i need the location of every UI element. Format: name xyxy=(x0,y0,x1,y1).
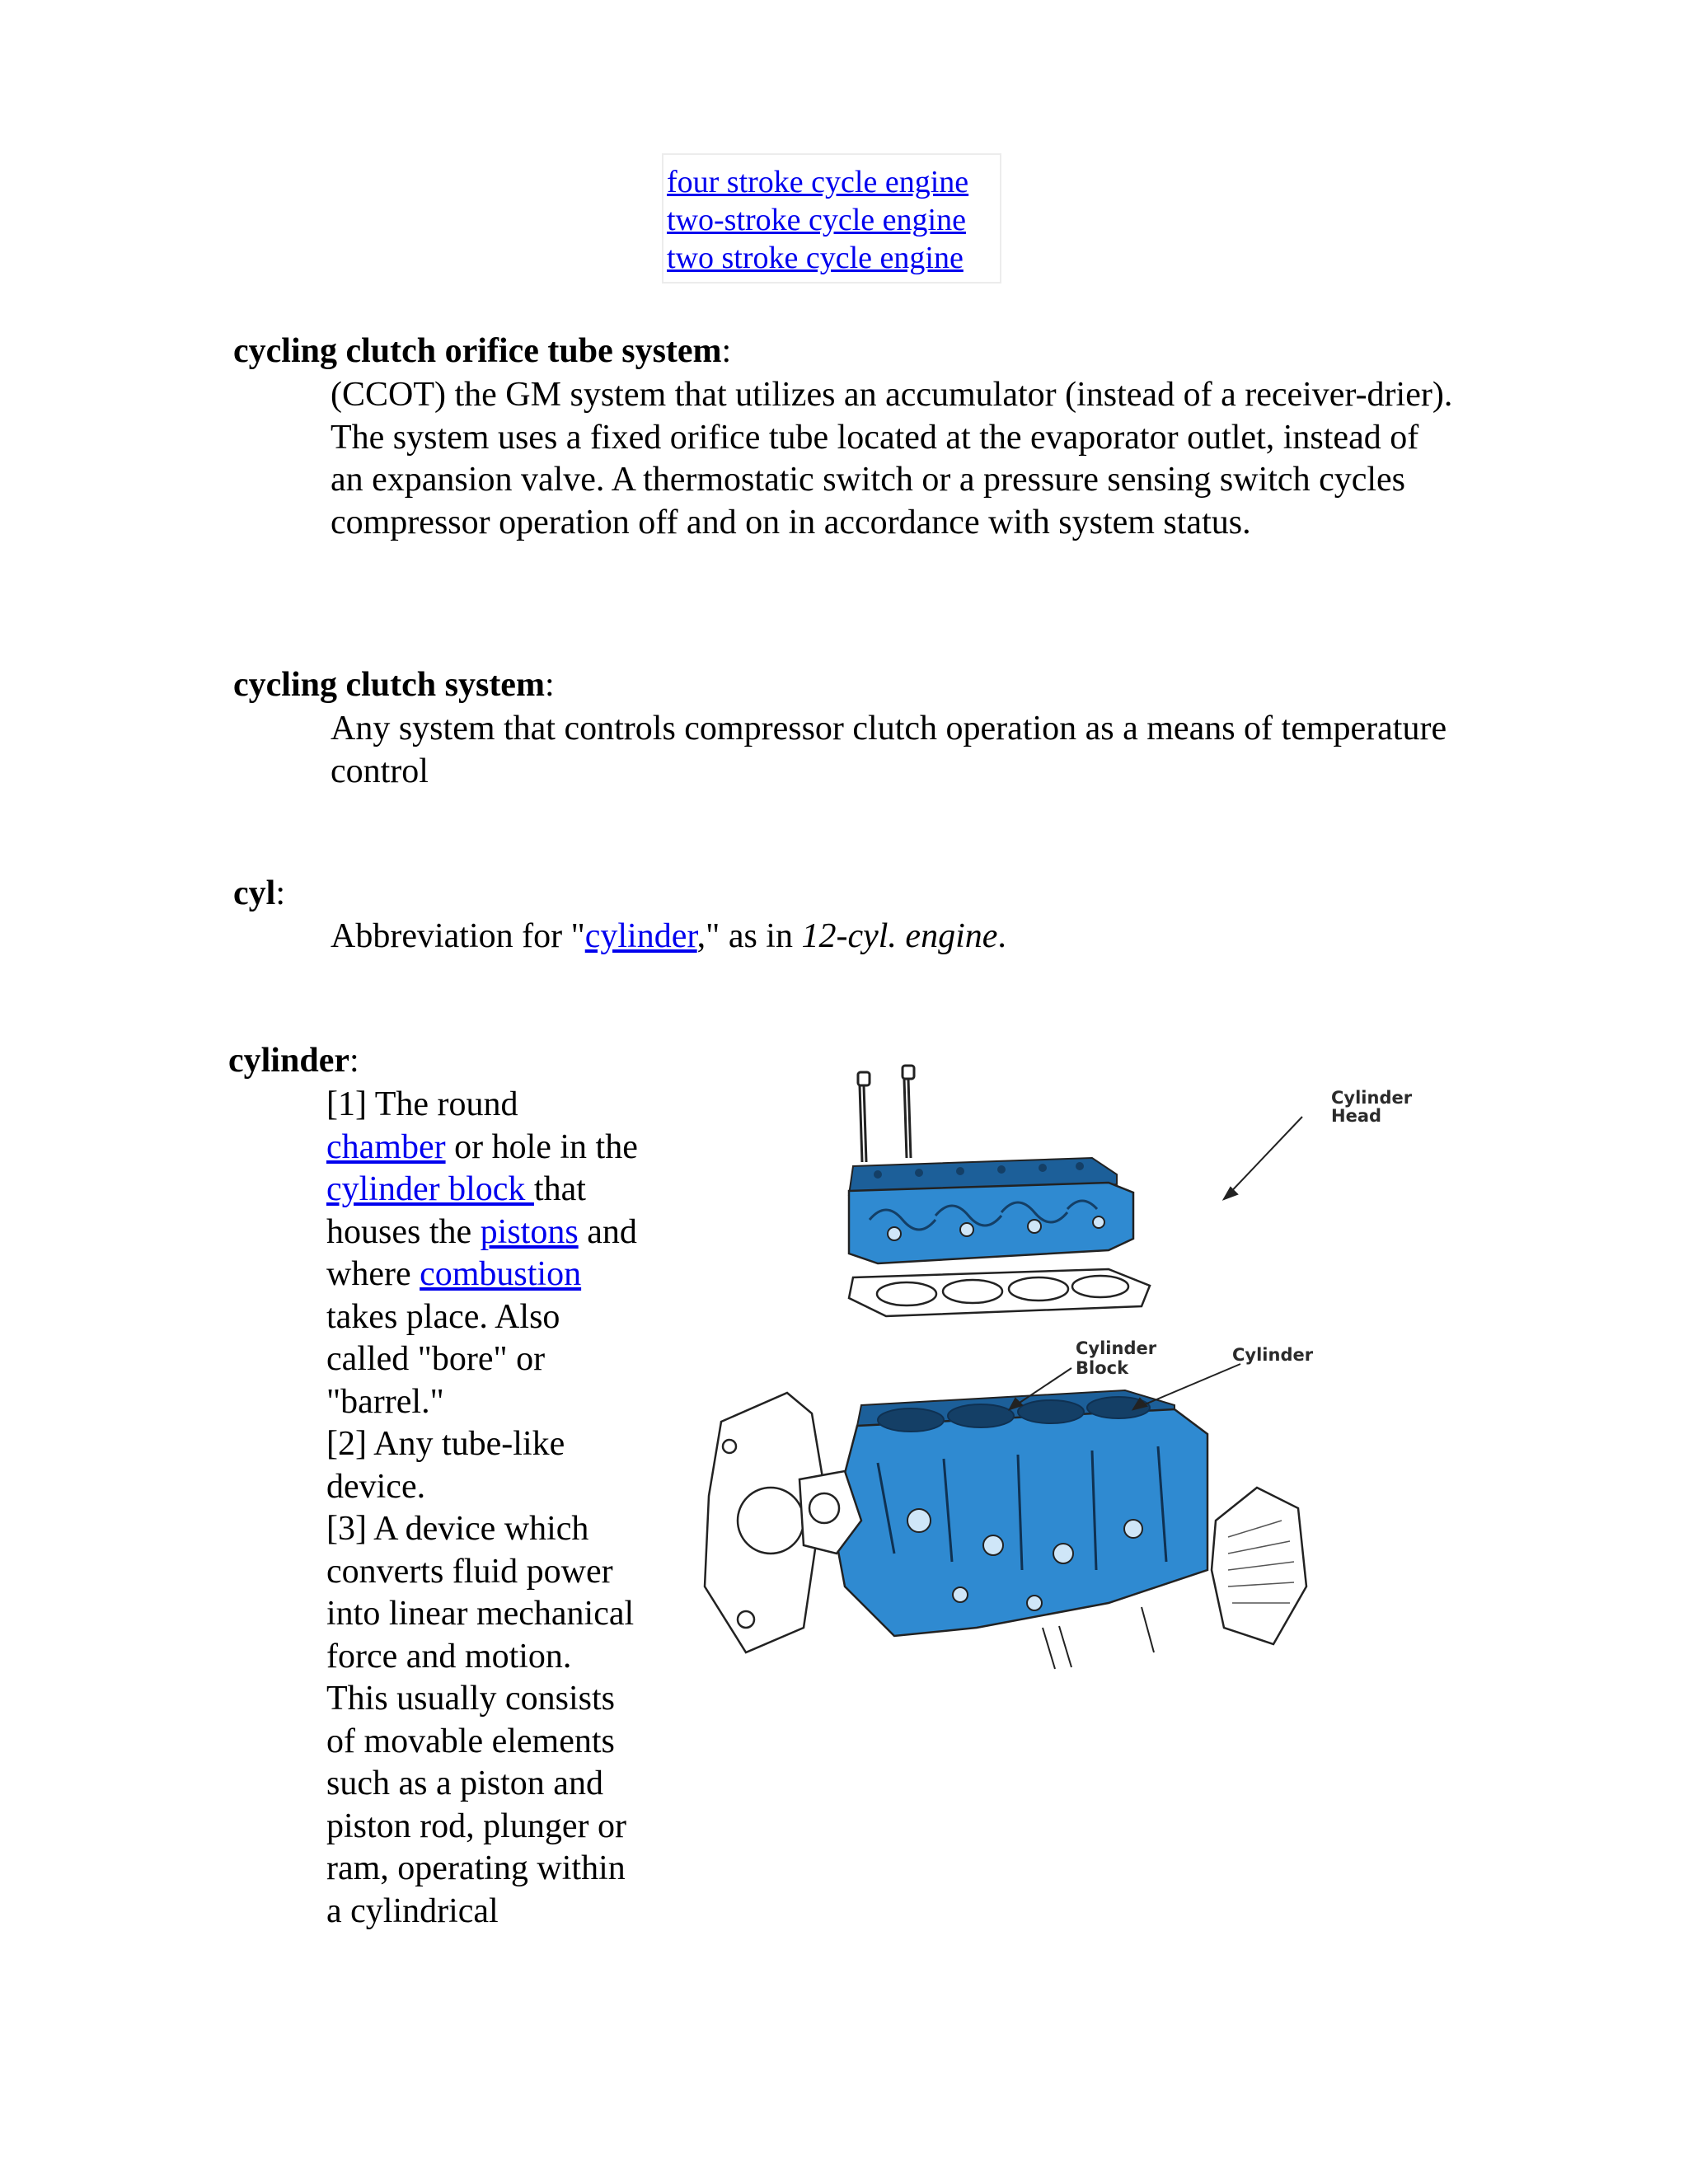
label-cylinder-head-2: Head xyxy=(1331,1106,1382,1126)
see-also-links-box xyxy=(662,153,1001,284)
def-cyl-text-3: . xyxy=(997,917,1006,955)
rear-cover xyxy=(1212,1488,1306,1644)
def-text: or hole in the xyxy=(445,1127,638,1166)
head-gasket xyxy=(849,1269,1150,1316)
term-cylinder: cylinder: xyxy=(228,1042,359,1080)
term-cylinder-label: cylinder xyxy=(228,1042,349,1080)
def-cyl-text-2: ," as in xyxy=(696,917,802,955)
label-cylinder: Cylinder xyxy=(1232,1345,1314,1365)
link-two-stroke-cycle-engine[interactable]: two stroke cycle engine xyxy=(667,241,964,275)
definition-cylinder-sense-1 xyxy=(326,1084,640,1423)
link-chamber[interactable]: chamber xyxy=(326,1127,446,1166)
oil-pan-studs xyxy=(1043,1607,1154,1669)
term-cyl-label: cyl xyxy=(233,874,276,912)
definition-cylinder-sense-3: [3] A device which converts fluid power into linear mechanical force and motion. This usually consists of movable elements such as a piston and piston rod, plunger or ram, operating within a cylindrical xyxy=(326,1510,635,1930)
term-ccot: cycling clutch orifice tube system: xyxy=(233,332,732,370)
link-cylinder-block[interactable]: cylinder block xyxy=(326,1170,534,1208)
definition-cycling-clutch-system: Any system that controls compressor clutch operation as a means of temperature control xyxy=(331,710,1447,790)
definition-cylinder xyxy=(326,1084,640,1933)
def-text: takes place. Also called "bore" or "barrel." xyxy=(326,1297,560,1421)
term-cyl: cyl: xyxy=(233,874,285,912)
definition-cyl xyxy=(331,916,1460,958)
term-ccot-label: cycling clutch orifice tube system xyxy=(233,332,722,370)
cylinder-head xyxy=(849,1158,1133,1263)
link-pistons[interactable]: pistons xyxy=(480,1212,579,1251)
cylinder-block xyxy=(832,1390,1207,1636)
def-text: [1] The round xyxy=(326,1085,518,1123)
label-cylinder-head-1: Cylinder xyxy=(1331,1088,1413,1108)
head-bolts xyxy=(858,1066,914,1162)
engine-cylinder-diagram xyxy=(647,1059,1430,1685)
link-combustion[interactable]: combustion xyxy=(420,1255,582,1293)
term-cycling-clutch-system: cycling clutch system: xyxy=(233,666,555,704)
term-ccs-label: cycling clutch system xyxy=(233,666,545,704)
def-cyl-text-1: Abbreviation for " xyxy=(331,917,585,955)
label-cylinder-block-1: Cylinder xyxy=(1076,1338,1157,1358)
definition-cylinder-sense-2: [2] Any tube-like device. xyxy=(326,1425,565,1506)
link-two-stroke-cycle-engine-hyphen[interactable]: two-stroke cycle engine xyxy=(667,203,966,237)
label-cylinder-block-2: Block xyxy=(1076,1358,1129,1378)
definition-ccot: (CCOT) the GM system that utilizes an accumulator (instead of a receiver-drier). The system uses a fixed orifice tube located at the evaporator outlet, instead of an expansion valve. A thermostatic switch or a pressure sensing switch cycles compressor operation off and on in accordance with system status. xyxy=(331,376,1453,541)
def-text: and where xyxy=(326,1212,637,1293)
def-cyl-example: 12-cyl. engine xyxy=(801,917,998,955)
link-cylinder[interactable]: cylinder xyxy=(584,917,697,955)
def-text: that houses the xyxy=(326,1170,586,1251)
link-four-stroke-cycle-engine[interactable]: four stroke cycle engine xyxy=(667,165,969,199)
